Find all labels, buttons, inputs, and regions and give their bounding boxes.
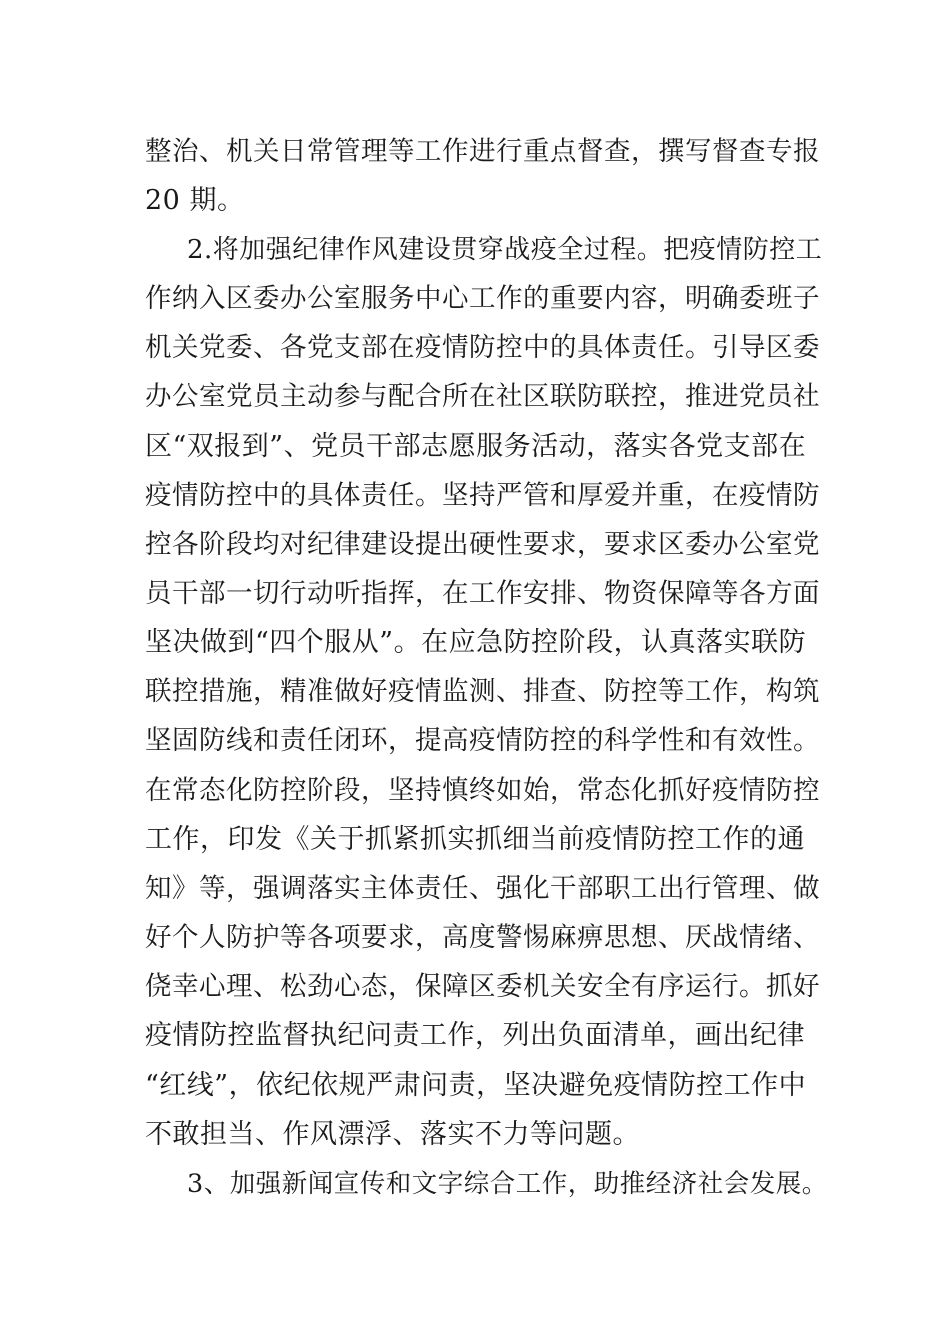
text-line: 知》等，强调落实主体责任、强化干部职工出行管理、做 <box>145 873 820 904</box>
text-line: 侥幸心理、松劲心态，保障区委机关安全有序运行。抓好 <box>145 971 820 1002</box>
text-line: 不敢担当、作风漂浮、落实不力等问题。 <box>145 1119 640 1150</box>
text-line: 好个人防护等各项要求，高度警惕麻痹思想、厌战情绪、 <box>145 922 820 953</box>
text-line: 控各阶段均对纪律建设提出硬性要求，要求区委办公室党 <box>145 529 820 560</box>
text-line: 联控措施，精准做好疫情监测、排查、防控等工作，构筑 <box>145 676 820 707</box>
text-line: 坚决做到“四个服从”。在应急防控阶段，认真落实联防 <box>145 627 807 658</box>
text-line: 3、加强新闻宣传和文字综合工作，助推经济社会发展。 <box>187 1169 828 1199</box>
text-line: 机关党委、各党支部在疫情防控中的具体责任。引导区委 <box>145 332 820 363</box>
text-line: 20 期。 <box>145 185 245 216</box>
text-line: 工作，印发《关于抓紧抓实抓细当前疫情防控工作的通 <box>145 824 805 855</box>
text-line: 2.将加强纪律作风建设贯穿战疫全过程。把疫情防控工 <box>187 235 823 265</box>
text-line: 疫情防控中的具体责任。坚持严管和厚爱并重，在疫情防 <box>145 480 820 511</box>
text-line: 坚固防线和责任闭环，提高疫情防控的科学性和有效性。 <box>145 725 820 756</box>
text-line: 办公室党员主动参与配合所在社区联防联控，推进党员社 <box>145 381 820 412</box>
text-line: 员干部一切行动听指挥，在工作安排、物资保障等各方面 <box>145 578 820 609</box>
text-line: 区“双报到”、党员干部志愿服务活动，落实各党支部在 <box>145 431 807 462</box>
text-line: “红线”，依纪依规严肃问责，坚决避免疫情防控工作中 <box>145 1070 807 1101</box>
text-line: 在常态化防控阶段，坚持慎终如始，常态化抓好疫情防控 <box>145 775 820 806</box>
text-line: 整治、机关日常管理等工作进行重点督查，撰写督查专报 <box>145 136 820 167</box>
text-line: 疫情防控监督执纪问责工作，列出负面清单，画出纪律 <box>145 1020 805 1051</box>
text-line: 作纳入区委办公室服务中心工作的重要内容，明确委班子 <box>145 283 820 314</box>
